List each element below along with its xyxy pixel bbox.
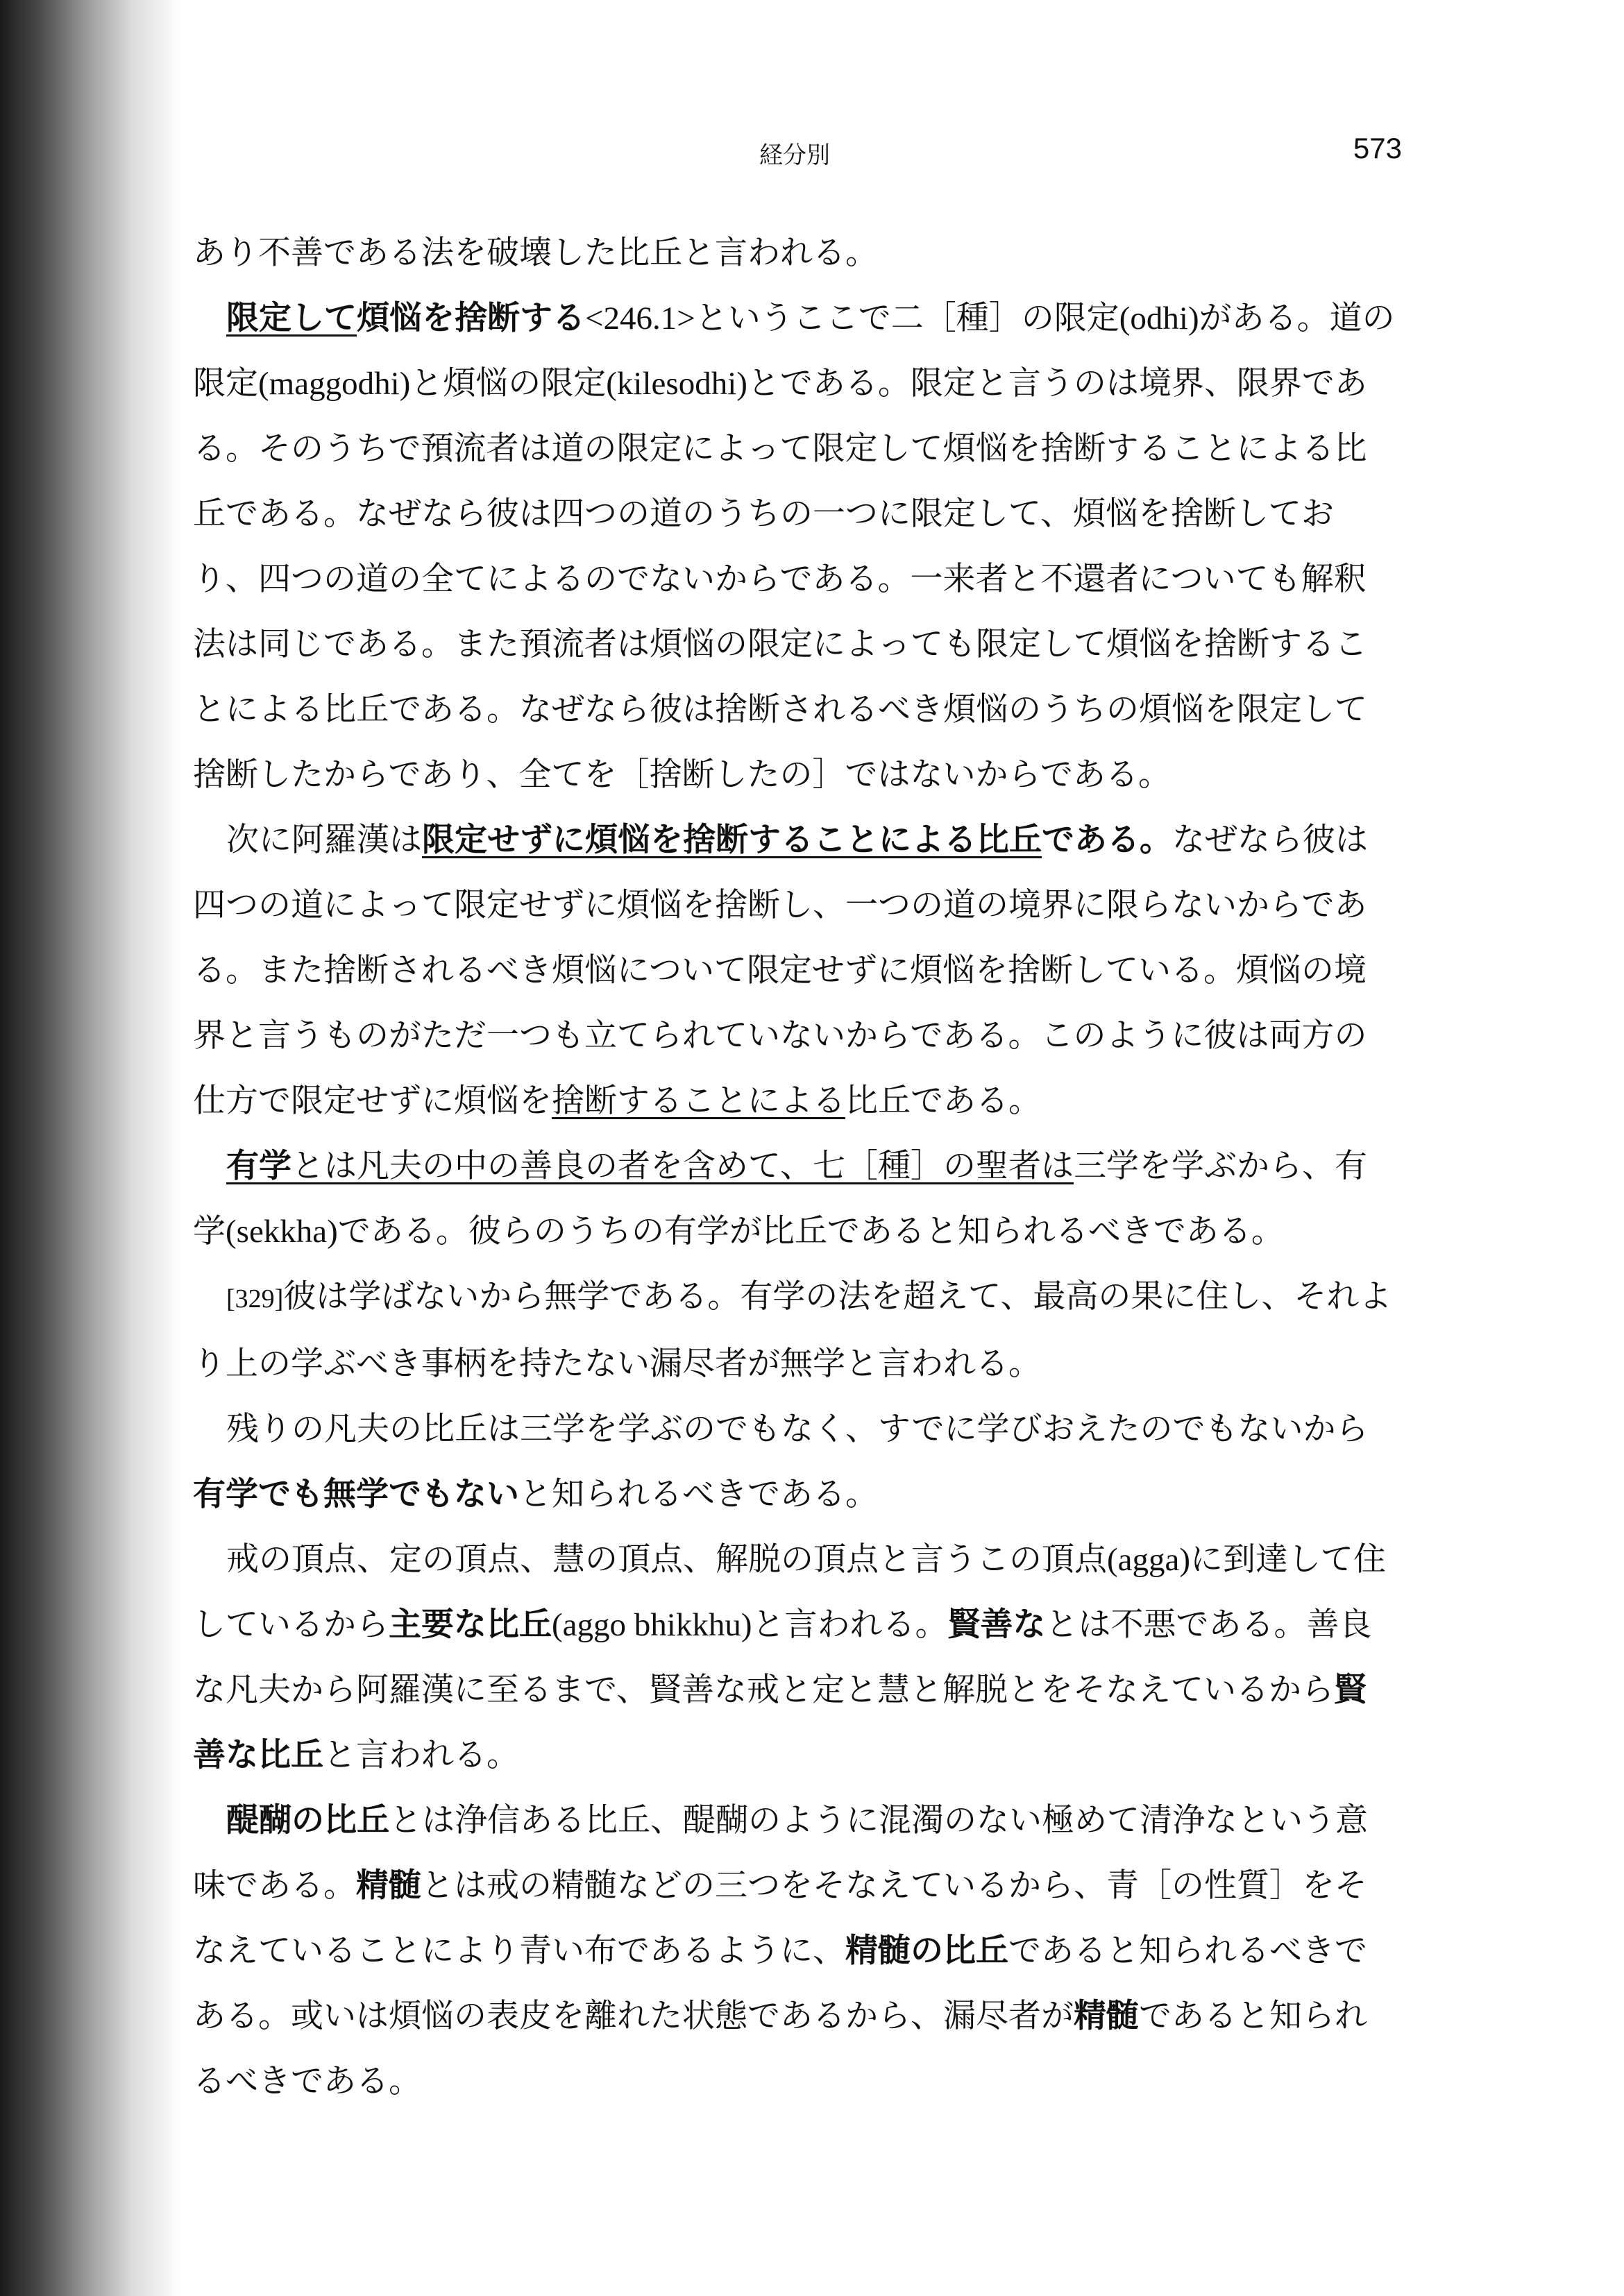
body-text <box>193 221 1395 2114</box>
bold-term: 精髄の比丘 <box>845 1932 1008 1970</box>
text-run: であると知られるべきである。 <box>193 1997 1367 2100</box>
bold-term: 精髄 <box>356 1866 421 1905</box>
text-run: 比丘である。 <box>845 1082 1041 1120</box>
text-run: (sekkha) <box>226 1214 338 1250</box>
paragraph <box>193 1134 1395 1264</box>
bold-term: 限定して <box>226 299 357 337</box>
bold-term: 醍醐の比丘 <box>226 1801 389 1839</box>
paragraph <box>193 808 1395 1134</box>
page-header <box>187 132 1402 173</box>
bold-term: 賢善な比丘 <box>193 1671 1367 1774</box>
page-number: 573 <box>1353 132 1402 164</box>
paragraph <box>193 286 1395 808</box>
underlined-text: 捨断することによる <box>552 1082 845 1120</box>
text-run: であると知られるべきである。或いは煩悩の表皮を離れた状態であるから、漏尽者が <box>193 1932 1367 2035</box>
text-run: (maggodhi) <box>258 366 411 402</box>
text-run: 残りの凡夫の比丘は三学を学ぶのでもなく、すでに学びおえたのでもないから <box>226 1410 1369 1448</box>
text-run: (kilesodhi) <box>606 366 747 402</box>
text-run: とである。限定と言うのは境界、限界である。そのうちで預流者は道の限定によって限定して煩悩を捨断することによる比丘である。なぜなら彼は四つの道のうちの一つに限定して、煩悩を捨断しており、四つの道の全てによるのでないからである。一来者と不還者についても解釈法は同じである。また預流者は煩悩の限定によっても限定して煩悩を捨断することによる比丘である。なぜなら彼は捨断されるべき煩悩のうちの煩悩を限定して捨断したからであり、全てを［捨断したの］ではないからである。 <box>193 364 1367 794</box>
text-run: 三学を学ぶから、有学 <box>193 1147 1368 1250</box>
text-run: がある。道の限定 <box>193 299 1395 402</box>
underlined-text: とは凡夫の中の善良の者を含めて、七［種］の聖者は <box>291 1147 1074 1185</box>
bold-term: 賢善な <box>947 1606 1046 1644</box>
page-reference: [329] <box>226 1284 284 1313</box>
paragraph <box>193 221 1395 286</box>
text-run: というここで二［種］の限定 <box>695 299 1119 337</box>
text-run: あり不善である法を破壊した比丘と言われる。 <box>193 234 878 272</box>
text-run: <246.1> <box>585 300 695 337</box>
text-run: と煩悩の限定 <box>410 364 607 402</box>
text-run: と言われる。 <box>752 1606 948 1644</box>
text-run: 彼は学ばないから無学である。有学の法を超えて、最高の果に住し、それより上の学ぶべき事柄を持たない漏尽者が無学と言われる。 <box>193 1277 1392 1383</box>
running-title: 経分別 <box>759 142 830 169</box>
text-run: (aggo bhikkhu) <box>552 1607 752 1643</box>
text-run: と知られるべきである。 <box>519 1475 878 1513</box>
text-run: とは浄信ある比丘、醍醐のように混濁のない極めて清浄なという意味である。 <box>193 1801 1368 1905</box>
paragraph <box>193 1527 1395 1788</box>
bold-term: 精髄 <box>1074 1997 1139 2035</box>
bold-term: である。 <box>1042 821 1172 859</box>
text-run: 次に阿羅漢は <box>226 821 422 859</box>
paragraph <box>193 1264 1395 1397</box>
bold-term: 有学でも無学でもない <box>193 1475 519 1513</box>
paragraph <box>193 1397 1395 1527</box>
binding-shadow <box>0 0 180 2296</box>
text-run: と言われる。 <box>323 1736 519 1774</box>
bold-term: 有学 <box>226 1147 291 1185</box>
text-run: とは不悪である。善良な凡夫から阿羅漢に至るまで、賢善な戒と定と慧と解脱とをそなえているから <box>193 1606 1372 1709</box>
text-run: (agga) <box>1107 1542 1191 1578</box>
paragraph <box>193 1788 1395 2114</box>
text-run: なぜなら彼は四つの道によって限定せずに煩悩を捨断し、一つの道の境界に限らないからである。また捨断されるべき煩悩について限定せずに煩悩を捨断している。煩悩の境界と言うものがただ一つも立てられていないからである。このように彼は両方の仕方で限定せずに煩悩を <box>193 821 1368 1120</box>
bold-term: 煩悩を捨断する <box>357 299 585 337</box>
text-run: とは戒の精髄などの三つをそなえているから、青［の性質］をそなえていることにより青い布であるように、 <box>193 1866 1367 1970</box>
bold-term: 主要な比丘 <box>389 1606 552 1644</box>
bold-term: 限定せずに煩悩を捨断することによる比丘 <box>422 821 1042 859</box>
text-run: (odhi) <box>1119 300 1199 337</box>
text-run: 戒の頂点、定の頂点、慧の頂点、解脱の頂点と言うこの頂点 <box>226 1540 1107 1579</box>
text-run: に到達して住しているから <box>193 1540 1387 1644</box>
text-run: である。彼らのうちの有学が比丘であると知られるべきである。 <box>337 1212 1284 1250</box>
